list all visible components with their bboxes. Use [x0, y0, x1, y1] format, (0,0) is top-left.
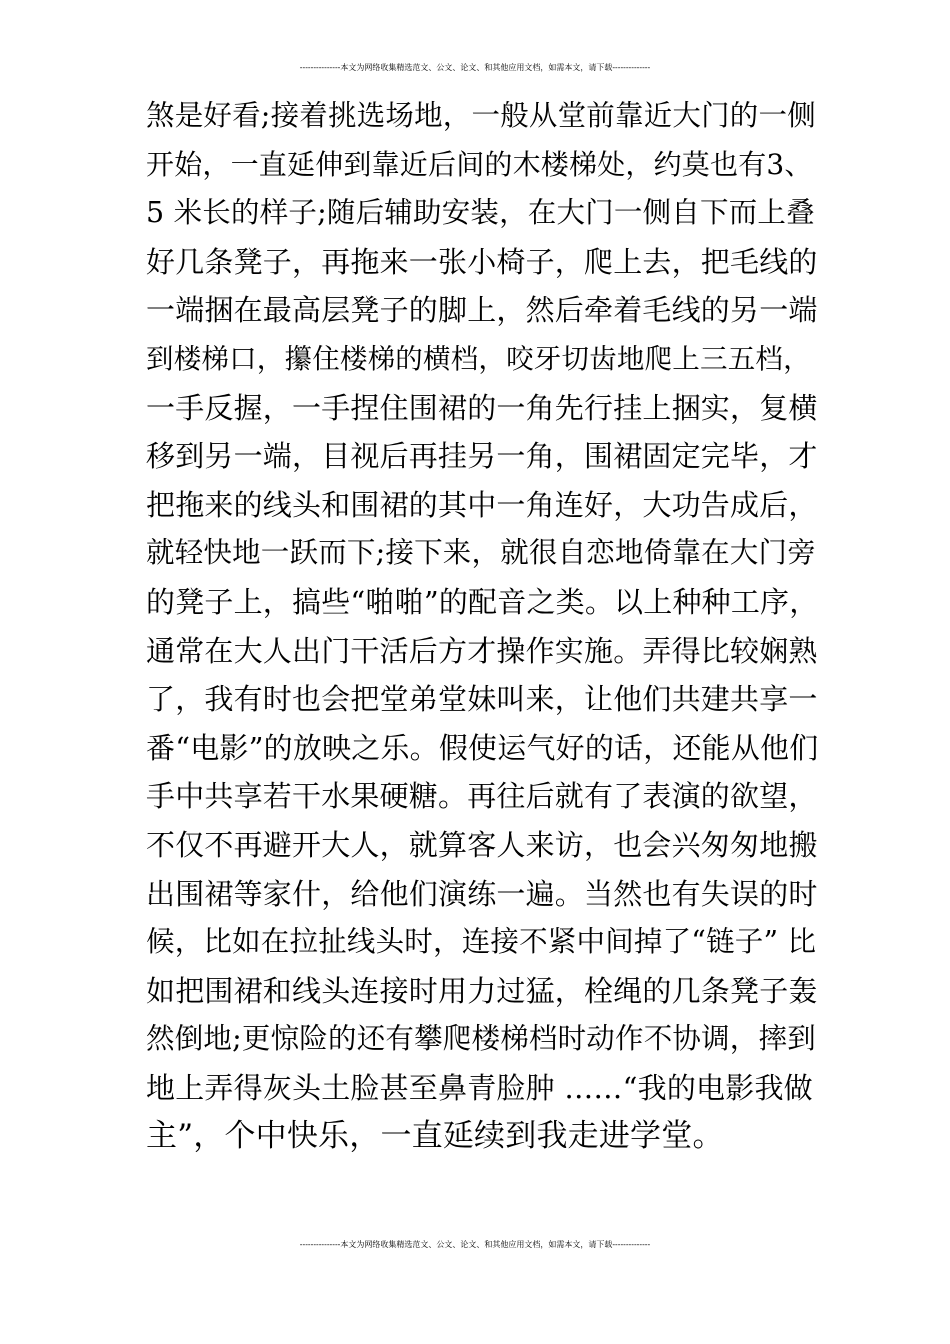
text-line: 然倒地;更惊险的还有攀爬楼梯档时动作不协调，摔到	[146, 1022, 816, 1056]
text-line: 5 米长的样子;随后辅助安装，在大门一侧自下而上叠	[146, 196, 815, 230]
text-line: 开始，一直延伸到靠近后间的木楼梯处，约莫也有3、	[146, 147, 813, 181]
text-line: 煞是好看;接着挑选场地，一般从堂前靠近大门的一侧	[146, 99, 816, 132]
text-line: 的凳子上，搞些“啪啪”的配音之类。以上种种工序，	[146, 584, 819, 619]
body-text	[146, 92, 819, 1161]
text-line: 把拖来的线头和围裙的其中一角连好，大功告成后，	[146, 487, 818, 522]
text-line: 地上弄得灰头土脸甚至鼻青脸肿 ……“我的电影我做	[146, 1070, 813, 1105]
text-line: 候，比如在拉扯线头时，连接不紧中间掉了“链子” 比	[146, 925, 817, 959]
text-line: 好几条凳子，再拖来一张小椅子，爬上去，把毛线的	[146, 244, 818, 279]
text-line: 主”，个中快乐，一直延续到我走进学堂。	[146, 1118, 724, 1155]
text-line: 一端捆在最高层凳子的脚上，然后牵着毛线的另一端	[146, 293, 818, 328]
text-line: 如把围裙和线头连接时用力过猛，栓绳的几条凳子轰	[146, 973, 818, 1008]
text-line: 就轻快地一跃而下;接下来，就很自恋地倚靠在大门旁	[146, 536, 816, 570]
text-line: 了，我有时也会把堂弟堂妹叫来，让他们共建共享一	[146, 682, 818, 717]
text-line: 番“电影”的放映之乐。假使运气好的话，还能从他们	[146, 730, 819, 765]
text-line: 手中共享若干水果硬糖。再往后就有了表演的欲望，	[146, 779, 818, 814]
text-line: 到楼梯口，攥住楼梯的横档，咬牙切齿地爬上三五档，	[146, 342, 811, 375]
text-line: 通常在大人出门干活后方才操作实施。弄得比较娴熟	[146, 633, 818, 668]
text-line: 移到另一端，目视后再挂另一角，围裙固定完毕，才	[146, 439, 818, 474]
text-line: 一手反握，一手捏住围裙的一角先行挂上捆实，复横	[146, 390, 818, 425]
text-line: 出围裙等家什，给他们演练一遍。当然也有失误的时	[146, 876, 818, 911]
footer-banner: ---------------本文为网络收集精选范文、公文、论文、和其他应用文档，如需本文，请下载--------------	[299, 1240, 651, 1249]
text-line: 不仅不再避开大人，就算客人来访，也会兴匆匆地搬	[146, 827, 818, 862]
header-banner: ---------------本文为网络收集精选范文、公文、论文、和其他应用文档，如需本文，请下载--------------	[299, 63, 651, 72]
